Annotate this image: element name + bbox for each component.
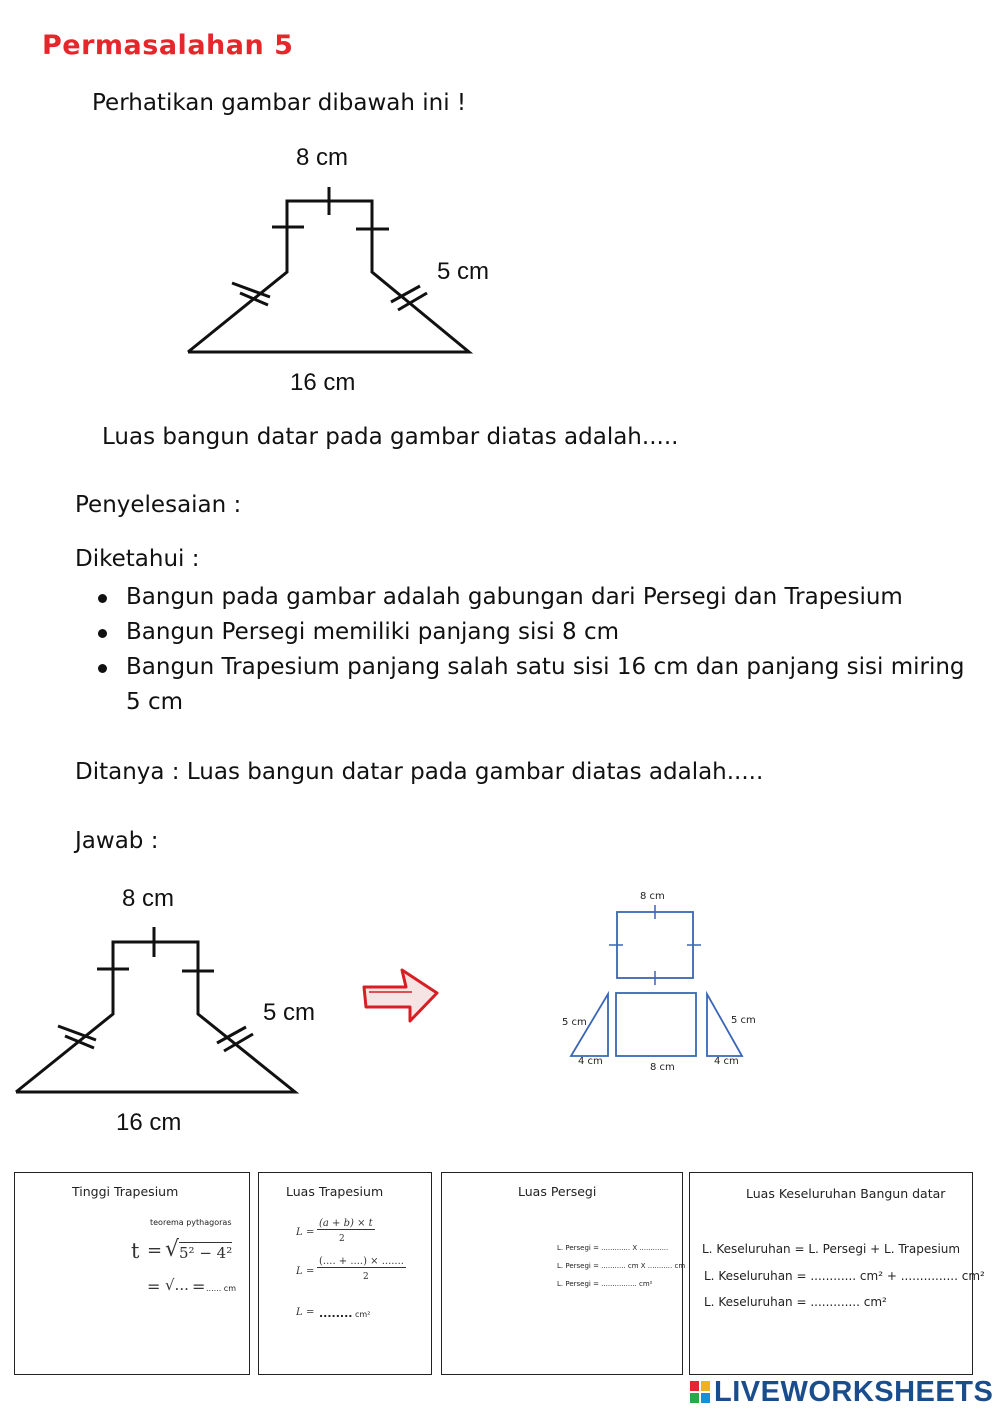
instruction-text: Perhatikan gambar dibawah ini ! xyxy=(92,90,467,116)
bottom-figure-side-label: 5 cm xyxy=(263,999,316,1026)
top-figure-side-label: 5 cm xyxy=(437,258,490,285)
top-figure xyxy=(180,185,480,365)
sqrt-expression: 5² − 4² xyxy=(179,1244,233,1262)
brand-name: LIVEWORKSHEETS xyxy=(714,1376,994,1408)
substituted-denominator: 2 xyxy=(363,1272,369,1282)
left-tri-base-label: 4 cm xyxy=(578,1056,603,1067)
bottom-figure-bottom-label: 16 cm xyxy=(116,1109,182,1136)
sqrt-blank: √... xyxy=(165,1276,189,1294)
asked-text: Ditanya : Luas bangun datar pada gambar diatas adalah..... xyxy=(75,759,764,785)
equals-sign: = xyxy=(306,1266,315,1277)
L-symbol: L xyxy=(296,1227,303,1238)
bottom-figure-top-label: 8 cm xyxy=(122,885,175,912)
keseluruhan-line-1: L. Keseluruhan = L. Persegi + L. Trapesium xyxy=(702,1242,961,1256)
sqrt-sign: √ xyxy=(165,1237,180,1262)
square-top-label: 8 cm xyxy=(640,891,665,902)
luas-keseluruhan-box xyxy=(689,1172,985,1375)
tinggi-trapesium-box xyxy=(14,1172,250,1375)
decomposed-figure xyxy=(555,888,765,1078)
box-title: Luas Trapesium xyxy=(286,1184,384,1199)
right-arrow-icon xyxy=(360,967,442,1025)
unit-label: cm² xyxy=(355,1310,371,1319)
top-figure-top-label: 8 cm xyxy=(296,144,349,171)
solution-heading: Penyelesaian : xyxy=(75,492,242,518)
equals-sign: = xyxy=(306,1227,315,1238)
answer-heading: Jawab : xyxy=(75,828,159,854)
top-figure-bottom-label: 16 cm xyxy=(290,369,356,396)
list-item: Bangun Trapesium panjang salah satu sisi 16 cm dan panjang sisi miring 5 cm xyxy=(96,650,976,720)
equals-sign: = xyxy=(192,1277,206,1296)
known-list xyxy=(96,580,976,720)
formula-denominator: 2 xyxy=(339,1234,345,1244)
L-symbol: L xyxy=(296,1307,303,1318)
persegi-line-1[interactable]: L. Persegi = ............. X ............. xyxy=(557,1244,669,1252)
box-title: Tinggi Trapesium xyxy=(72,1184,179,1199)
liveworksheets-icon xyxy=(690,1381,710,1403)
liveworksheets-logo xyxy=(690,1376,993,1409)
persegi-line-3[interactable]: L. Persegi = ................ cm² xyxy=(557,1280,653,1288)
mid-rect-base-label: 8 cm xyxy=(650,1062,675,1073)
question-text: Luas bangun datar pada gambar diatas adalah..... xyxy=(102,424,679,450)
substituted-numerator[interactable]: (.... + ....) × ....... xyxy=(319,1256,404,1267)
box-title: Luas Keseluruhan Bangun datar xyxy=(746,1186,946,1201)
keseluruhan-line-3[interactable]: L. Keseluruhan = ............. cm² xyxy=(704,1295,887,1309)
list-item: Bangun pada gambar adalah gabungan dari Persegi dan Trapesium xyxy=(96,580,976,615)
equals-sign: = xyxy=(147,1277,161,1296)
pythagoras-note: teorema pythagoras xyxy=(150,1218,232,1227)
list-item: Bangun Persegi memiliki panjang sisi 8 cm xyxy=(96,615,976,650)
persegi-line-2[interactable]: L. Persegi = ........... cm X ........... cm xyxy=(557,1262,686,1270)
box-title: Luas Persegi xyxy=(518,1184,597,1199)
height-answer-blank[interactable]: ...... cm xyxy=(206,1284,236,1293)
luas-trapesium-box xyxy=(258,1172,432,1375)
formula-numerator: (a + b) × t xyxy=(319,1218,373,1229)
t-symbol: t xyxy=(131,1239,140,1263)
luas-persegi-box xyxy=(441,1172,686,1375)
known-heading: Diketahui : xyxy=(75,546,200,572)
page-title: Permasalahan 5 xyxy=(42,30,294,61)
L-symbol: L xyxy=(296,1266,303,1277)
equals-sign: = xyxy=(306,1307,315,1318)
right-tri-base-label: 4 cm xyxy=(714,1056,739,1067)
equals-sign: = xyxy=(147,1240,163,1261)
keseluruhan-line-2[interactable]: L. Keseluruhan = ............ cm² + ............... cm² xyxy=(704,1269,985,1283)
right-tri-side-label: 5 cm xyxy=(731,1015,756,1026)
left-tri-side-label: 5 cm xyxy=(562,1017,587,1028)
area-answer-blank[interactable]: ........ xyxy=(319,1307,353,1320)
